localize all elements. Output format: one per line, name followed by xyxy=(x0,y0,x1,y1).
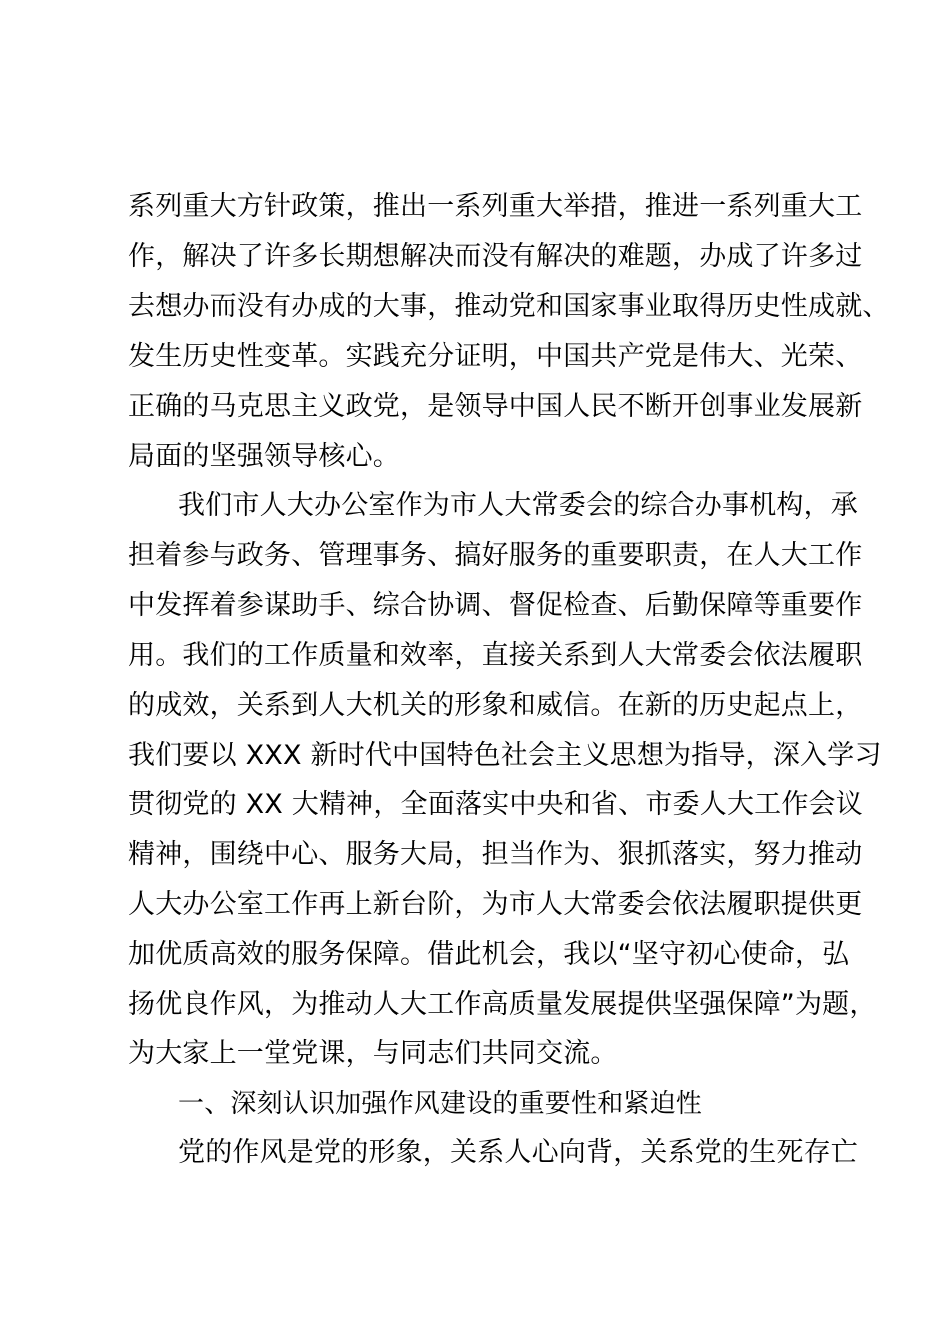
text-line: 中发挥着参谋助手、综合协调、督促检查、后勤保障等重要作 xyxy=(128,590,863,621)
text-line: 为大家上一堂党课，与同志们共同交流。 xyxy=(128,1038,618,1069)
section-heading: 一、深刻认识加强作风建设的重要性和紧迫性 xyxy=(178,1089,703,1119)
text-line: 作，解决了许多长期想解决而没有解决的难题，办成了许多过 xyxy=(128,241,863,272)
text-line: 发生历史性变革。实践充分证明，中国共产党是伟大、光荣、 xyxy=(128,341,863,372)
text-line: 系列重大方针政策，推出一系列重大举措，推进一系列重大工 xyxy=(128,191,863,222)
text-line: 我们市人大办公室作为市人大常委会的综合办事机构，承 xyxy=(178,490,858,521)
text-line: 担着参与政务、管理事务、搞好服务的重要职责，在人大工作 xyxy=(128,540,863,571)
text-line: 扬优良作风，为推动人大工作高质量发展提供坚强保障”为题， xyxy=(128,989,877,1020)
text-line: 精神，围绕中心、服务大局，担当作为、狠抓落实，努力推动 xyxy=(128,839,863,870)
text-line: 的成效，关系到人大机关的形象和威信。在新的历史起点上， xyxy=(128,690,863,721)
text-line: 贯彻党的 XX 大精神，全面落实中央和省、市委人大工作会议 xyxy=(128,789,863,820)
text-line: 党的作风是党的形象，关系人心向背，关系党的生死存亡 xyxy=(178,1137,858,1168)
text-line: 正确的马克思主义政党，是领导中国人民不断开创事业发展新 xyxy=(128,391,863,422)
text-line: 用。我们的工作质量和效率，直接关系到人大常委会依法履职 xyxy=(128,640,863,671)
text-line: 人大办公室工作再上新台阶，为市人大常委会依法履职提供更 xyxy=(128,889,863,920)
text-line: 加优质高效的服务保障。借此机会，我以“坚守初心使命，弘 xyxy=(128,939,850,970)
text-line: 局面的坚强领导核心。 xyxy=(128,441,400,472)
text-line: 我们要以 XXX 新时代中国特色社会主义思想为指导，深入学习 xyxy=(128,740,882,771)
text-line: 去想办而没有办成的大事，推动党和国家事业取得历史性成就、 xyxy=(128,291,890,322)
